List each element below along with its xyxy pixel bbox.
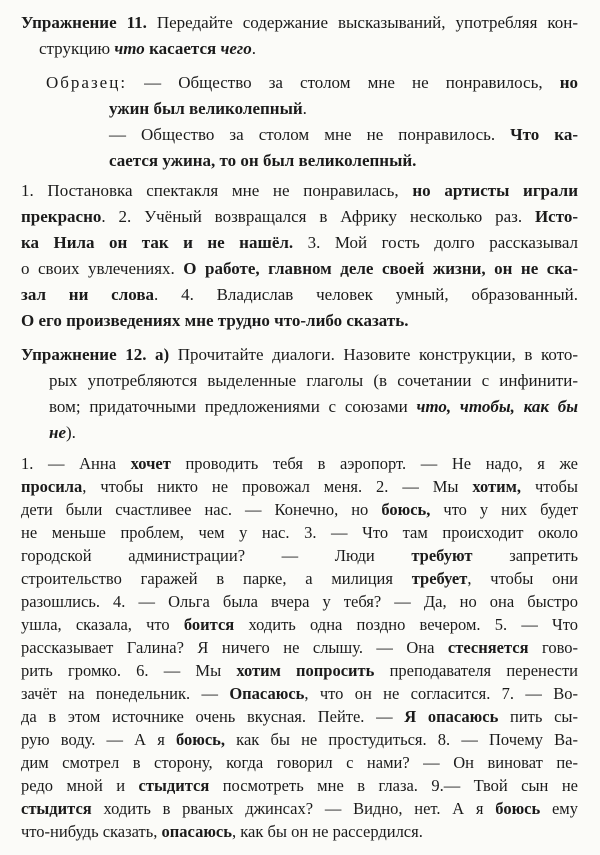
- text-run: Упражнение 12. а): [21, 345, 170, 364]
- text-line: [21, 590, 578, 613]
- text-line: [21, 282, 578, 308]
- text-run: — Общество за столом мне не понравилось,: [127, 73, 560, 92]
- obrazec-stimulus: [46, 70, 578, 122]
- text-run: хочет: [130, 454, 171, 473]
- text-run: Что ка-: [510, 125, 578, 144]
- text-run: рых употребляются выделенные глаголы (в сочетании с инфинити-: [49, 371, 578, 390]
- text-run: строительство гаражей в парке, а милиция: [21, 569, 412, 588]
- text-run: рассказывает Галина? Я ничего не слышу. — Она: [21, 638, 448, 657]
- text-run: ему: [540, 799, 579, 818]
- text-run: да в этом источнике очень вкусная. Пейте. —: [21, 707, 405, 726]
- text-run: не: [49, 423, 66, 442]
- text-run: , чтобы никто не провожал меня. 2. — Мы: [82, 477, 473, 496]
- text-run: ).: [65, 423, 76, 442]
- text-line: [21, 452, 578, 475]
- text-run: Образец:: [46, 73, 128, 92]
- text-run: боюсь,: [381, 500, 431, 519]
- text-run: дим смотрел в сторону, когда говорил с нами? — Он виноват пе-: [21, 753, 578, 772]
- text-run: не меньше проблем, чем у нас. 3. — Что там происходит около: [21, 523, 578, 542]
- text-run: о своих увлечениях.: [21, 259, 184, 278]
- text-run: Исто-: [534, 207, 578, 226]
- text-run: хотим,: [472, 477, 522, 496]
- text-run: 1. — Анна: [21, 454, 131, 473]
- text-line: [21, 230, 578, 256]
- text-run: прекрасно: [21, 207, 102, 226]
- text-line: [109, 96, 578, 122]
- text-run: ушла, сказала, что: [21, 615, 184, 634]
- text-line: [21, 475, 578, 498]
- text-run: разошлись. 4. — Ольга была вчера у тебя? — Да, но она быстро: [21, 592, 578, 611]
- text-line: [21, 256, 578, 282]
- text-run: Упражнение 11.: [21, 13, 147, 32]
- text-run: 1. Постановка спектакля мне не понравилась,: [21, 181, 413, 200]
- text-run: , что он не согласится. 7. — Во-: [304, 684, 578, 703]
- text-run: Я опасаюсь: [404, 707, 499, 726]
- text-run: ходить в рваных джинсах? — Видно, нет. А я: [91, 799, 496, 818]
- text-line: [21, 567, 578, 590]
- text-run: боится: [183, 615, 235, 634]
- text-run: струкцию: [39, 39, 115, 58]
- text-run: рить громко. 6. — Мы: [21, 661, 237, 680]
- text-line: [21, 178, 578, 204]
- text-run: чтобы: [521, 477, 578, 496]
- text-run: касается: [144, 39, 221, 58]
- text-line: [21, 204, 578, 230]
- obrazec-sample-block: [21, 70, 578, 174]
- exercise-11-heading: [21, 10, 578, 62]
- text-line: [21, 682, 578, 705]
- text-line: [39, 36, 578, 62]
- text-run: боюсь: [495, 799, 541, 818]
- text-line: [21, 705, 578, 728]
- text-run: но артисты играли: [412, 181, 578, 200]
- text-run: требует: [411, 569, 468, 588]
- text-line: [21, 728, 578, 751]
- text-run: зал ни слова: [21, 285, 155, 304]
- text-line: [21, 774, 578, 797]
- text-line: [21, 308, 578, 334]
- text-run: просила: [21, 477, 83, 496]
- text-run: , чтобы они: [467, 569, 579, 588]
- text-run: вом; придаточными предложениями с союзами: [49, 397, 417, 416]
- text-line: [49, 394, 578, 420]
- text-line: [21, 521, 578, 544]
- exercise-11-items: [21, 178, 578, 334]
- text-run: как бы не простудиться. 8. — Почему Ва-: [225, 730, 579, 749]
- text-line: [21, 498, 578, 521]
- text-run: ходить одна поздно вечером. 5. — Что: [234, 615, 578, 634]
- text-run: О работе, главном деле своей жизни, он не ска-: [183, 259, 578, 278]
- text-run: ка Нила он так и не нашёл.: [21, 233, 294, 252]
- text-run: городской администрации? — Люди: [21, 546, 412, 565]
- text-run: зачёт на понедельник. —: [21, 684, 230, 703]
- text-run: чего: [220, 39, 252, 58]
- text-run: .: [302, 99, 307, 118]
- text-line: [21, 544, 578, 567]
- text-run: что у них будет: [430, 500, 578, 519]
- text-run: хотим попросить: [236, 661, 375, 680]
- text-line: [109, 122, 578, 148]
- text-run: гово-: [528, 638, 579, 657]
- text-run: что, чтобы, как бы: [416, 397, 578, 416]
- text-run: дети были счастливее нас. — Конечно, но: [21, 500, 382, 519]
- obrazec-response: [109, 122, 578, 174]
- text-run: рую воду. — А я: [21, 730, 176, 749]
- exercise-12-heading: [21, 342, 578, 446]
- text-run: преподавателя перенести: [374, 661, 578, 680]
- text-run: .: [251, 39, 256, 58]
- text-run: что-нибудь сказать,: [21, 822, 162, 841]
- text-run: Прочитайте диалоги. Назовите конструкции, в кото-: [169, 345, 579, 364]
- text-line: [21, 797, 578, 820]
- text-run: стесняется: [447, 638, 529, 657]
- text-run: стыдится: [138, 776, 210, 795]
- text-line: [21, 10, 578, 36]
- text-run: пить сы-: [498, 707, 578, 726]
- text-line: [49, 420, 578, 446]
- exercise-12-dialogues: [21, 452, 578, 843]
- text-line: [21, 613, 578, 636]
- text-run: но: [559, 73, 578, 92]
- text-run: посмотреть мне в глаза. 9.— Твой сын не: [209, 776, 578, 795]
- text-run: ужин был великолепный: [109, 99, 303, 118]
- text-line: [46, 70, 578, 96]
- text-run: опасаюсь: [161, 822, 232, 841]
- text-run: — Общество за столом мне не понравилось.: [109, 125, 511, 144]
- text-line: [109, 148, 578, 174]
- text-line: [21, 659, 578, 682]
- text-run: Передайте содержание высказываний, употребляя кон-: [146, 13, 578, 32]
- text-run: . 2. Учёный возвращался в Африку несколько раз.: [101, 207, 535, 226]
- text-line: [49, 368, 578, 394]
- text-run: , как бы он не рассердился.: [232, 822, 423, 841]
- text-run: редо мной и: [21, 776, 139, 795]
- text-line: [21, 820, 578, 843]
- text-run: боюсь,: [175, 730, 226, 749]
- text-run: 3. Мой гость долго рассказывал: [293, 233, 579, 252]
- text-run: Опасаюсь: [229, 684, 305, 703]
- text-run: стыдится: [21, 799, 92, 818]
- text-run: . 4. Владислав человек умный, образованный.: [154, 285, 578, 304]
- text-line: [21, 636, 578, 659]
- text-line: [21, 751, 578, 774]
- text-run: сается ужина, то он был великолепный.: [109, 151, 417, 170]
- text-run: что: [114, 39, 145, 58]
- text-run: проводить тебя в аэропорт. — Не надо, я же: [170, 454, 578, 473]
- text-run: О его произведениях мне трудно что-либо сказать.: [21, 311, 409, 330]
- text-run: требуют: [411, 546, 473, 565]
- text-run: запретить: [472, 546, 578, 565]
- text-line: [21, 342, 579, 368]
